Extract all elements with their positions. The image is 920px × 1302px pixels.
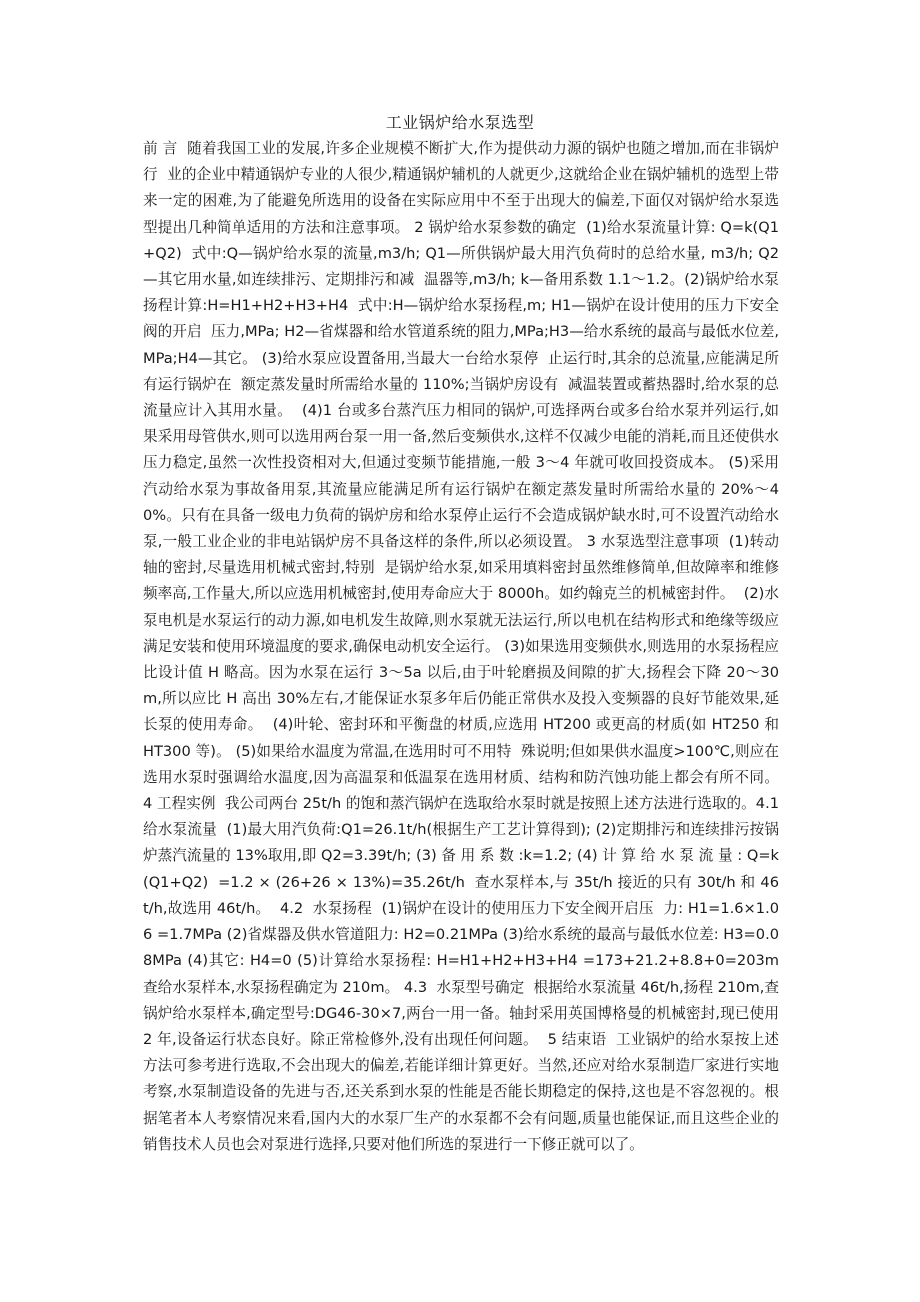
document-body-text: 前 言 随着我国工业的发展,许多企业规模不断扩大,作为提供动力源的锅炉也随之增加,而在非锅炉行 业的企业中精通锅炉专业的人很少,精通锅炉辅机的人就更少,这就给企业在锅炉辅机的选型上带来一定的困难,为了能避免所选用的设备在实际应用中不至于出现大的偏差,下面仅对锅炉给水泵选型提出几种简单适用的方法和注意事项。 2 锅炉给水泵参数的确定 (1)给水泵流量计算: Q=k(Q1+Q2) 式中:Q—锅炉给水泵的流量,m3/h; Q1—所供锅炉最大用汽负荷时的总给水量, m3/h; Q2—其它用水量,如连续排污、定期排污和减 温器等,m3/h; k—备用系数 1.1～1.2。(2)锅炉给水泵扬程计算:H=H1+H2+H3+H4 式中:H—锅炉给水泵扬程,m; H1—锅炉在设计使用的压力下安全阀的开启 压力,MPa; H2—省煤器和给水管道系统的阻力,MPa;H3—给水系统的最高与最低水位差,MPa;H4—其它。 (3)给水泵应设置备用,当最大一台给水泵停 止运行时,其余的总流量,应能满足所有运行锅炉在 额定蒸发量时所需给水量的 110%;当锅炉房设有 减温装置或蓄热器时,给水泵的总流量应计入其用水量。 (4)1 台或多台蒸汽压力相同的锅炉,可选择两台或多台给水泵并列运行,如果采用母管供水,则可以选用两台泵一用一备,然后变频供水,这样不仅减少电能的消耗,而且还使供水压力稳定,虽然一次性投资相对大,但通过变频节能措施,一般 3～4 年就可收回投资成本。 (5)采用汽动给水泵为事故备用泵,其流量应能满足所有运行锅炉在额定蒸发量时所需给水量的 20%～40%。只有在具备一级电力负荷的锅炉房和给水泵停止运行不会造成锅炉缺水时,可不设置汽动给水泵,一般工业企业的非电站锅炉房不具备这样的条件,所以必须设置。 3 水泵选型注意事项 (1)转动轴的密封,尽量选用机械式密封,特别 是锅炉给水泵,如采用填料密封虽然维修简单,但故障率和维修频率高,工作量大,所以应选用机械密封,使用寿命应大于 8000h。如约翰克兰的机械密封件。 (2)水泵电机是水泵运行的动力源,如电机发生故障,则水泵就无法运行,所以电机在结构形式和绝缘等级应满足安装和使用环境温度的要求,确保电动机安全运行。 (3)如果选用变频供水,则选用的水泵扬程应比设计值 H 略高。因为水泵在运行 3～5a 以后,由于叶轮磨损及间隙的扩大,扬程会下降 20～30m,所以应比 H 高出 30%左右,才能保证水泵多年后仍能正常供水及投入变频器的良好节能效果,延长泵的使用寿命。 (4)叶轮、密封环和平衡盘的材质,应选用 HT200 或更高的材质(如 HT250 和 HT300 等)。 (5)如果给水温度为常温,在选用时可不用特 殊说明;但如果供水温度>100℃,则应在选用水泵时强调给水温度,因为高温泵和低温泵在选用材质、结构和防汽蚀功能上都会有所不同。 4 工程实例 我公司两台 25t/h 的饱和蒸汽锅炉在选取给水泵时就是按照上述方法进行选取的。4.1 给水泵流量 (1)最大用汽负荷:Q1=26.1t/h(根据生产工艺计算得到); (2)定期排污和连续排污按锅炉蒸汽流量的 13%取用,即 Q2=3.39t/h; (3) 备 用 系 数 :k=1.2; (4) 计 算 给 水 泵 流 量 : Q=k(Q1+Q2) =1.2 × (26+26 × 13%)=35.26t/h 查水泵样本,与 35t/h 接近的只有 30t/h 和 46 t/h,故选用 46t/h。 4.2 水泵扬程 (1)锅炉在设计的使用压力下安全阀开启压 力: H1=1.6×1.06 =1.7MPa (2)省煤器及供水管道阻力: H2=0.21MPa (3)给水系统的最高与最低水位差: H3=0.08MPa (4)其它: H4=0 (5)计算给水泵扬程: H=H1+H2+H3+H4 =173+21.2+8.8+0=203m 查给水泵样本,水泵扬程确定为 210m。 4.3 水泵型号确定 根据给水泵流量 46t/h,扬程 210m,查锅炉给水泵样本,确定型号:DG46-30×7,两台一用一备。轴封采用英国博格曼的机械密封,现已使用 2 年,设备运行状态良好。除正常检修外,没有出现任何问题。 5 结束语 工业锅炉的给水泵按上述方法可参考进行选取,不会出现大的偏差,若能详细计算更好。当然,还应对给水泵制造厂家进行实地考察,水泵制造设备的先进与否,还关系到水泵的性能是否能长期稳定的保持,这也是不容忽视的。根据笔者本人考察情况来看,国内大的水泵厂生产的水泵都不会有问题,质量也能保证,而且这些企业的销售技术人员也会对泵进行选择,只要对他们所选的泵进行一下修正就可以了。 [143, 140, 789, 1153]
document-title: 工业锅炉给水泵选型 [385, 113, 535, 132]
